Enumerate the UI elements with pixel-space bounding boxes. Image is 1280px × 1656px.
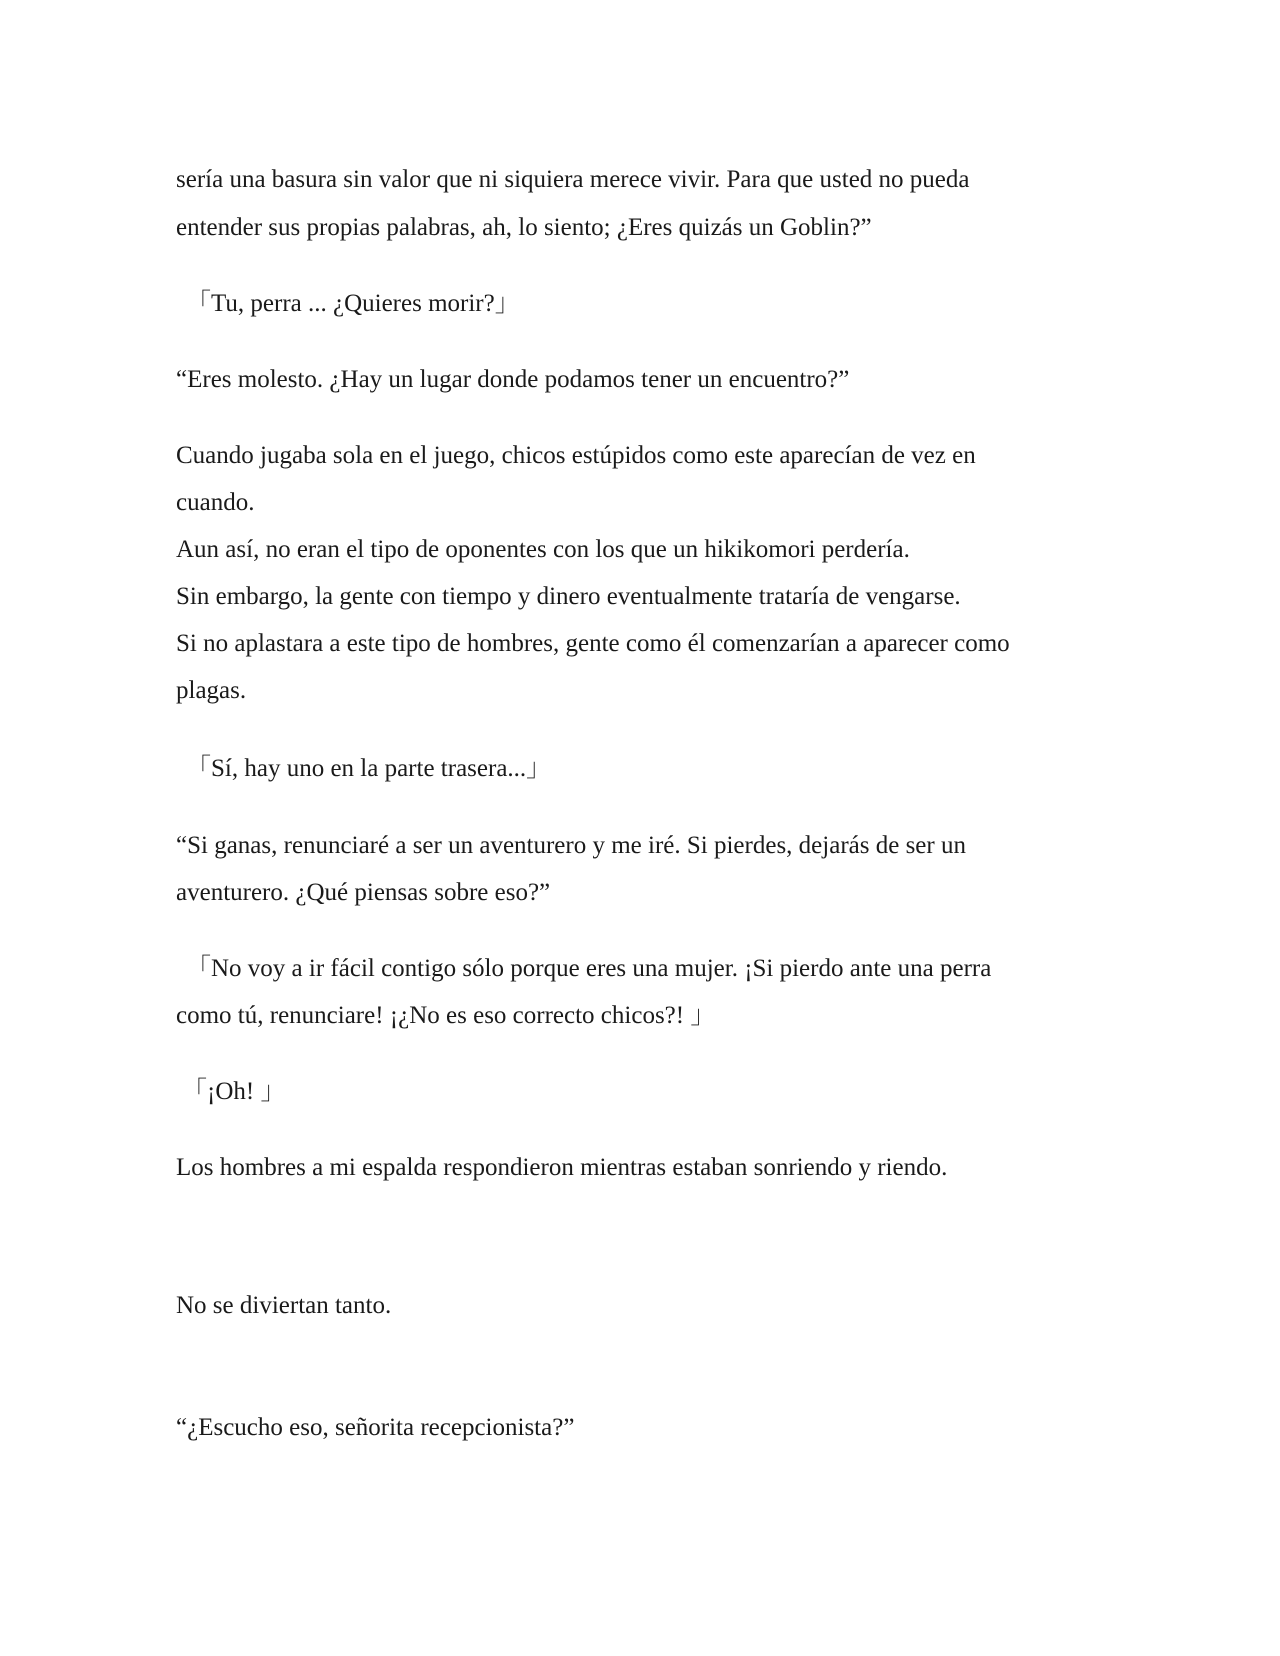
text-line: entender sus propias palabras, ah, lo siento; ¿Eres quizás un Goblin?” [176,214,872,241]
dialogue-line: como tú, renunciare! ¡¿No es eso correcto chicos?! 」 [176,1002,716,1029]
dialogue-line: “Eres molesto. ¿Hay un lugar donde podamos tener un encuentro?” [176,366,850,393]
dialogue-line: “Si ganas, renunciaré a ser un aventurero y me iré. Si pierdes, dejarás de ser un [176,832,966,859]
text-line: No se diviertan tanto. [176,1292,392,1319]
text-line: sería una basura sin valor que ni siquiera merece vivir. Para que usted no pueda [176,166,970,193]
text-line: cuando. [176,489,255,516]
text-line: Cuando jugaba sola en el juego, chicos estúpidos como este aparecían de vez en [176,442,976,469]
dialogue-line: “¿Escucho eso, señorita recepcionista?” [176,1414,575,1441]
text-line: Aun así, no eran el tipo de oponentes con los que un hikikomori perdería. [176,536,910,563]
text-line: Si no aplastara a este tipo de hombres, gente como él comenzarían a aparecer como [176,630,1010,657]
dialogue-line: 「No voy a ir fácil contigo sólo porque eres una mujer. ¡Si pierdo ante una perra [186,955,992,982]
dialogue-line: 「Sí, hay uno en la parte trasera...」 [186,755,552,782]
text-line: Los hombres a mi espalda respondieron mientras estaban sonriendo y riendo. [176,1154,948,1181]
dialogue-line: aventurero. ¿Qué piensas sobre eso?” [176,879,551,906]
dialogue-line: 「Tu, perra ... ¿Quieres morir?」 [186,290,520,317]
dialogue-line: 「¡Oh! 」 [182,1078,286,1105]
text-line: Sin embargo, la gente con tiempo y dinero eventualmente trataría de vengarse. [176,583,961,610]
text-line: plagas. [176,677,247,704]
